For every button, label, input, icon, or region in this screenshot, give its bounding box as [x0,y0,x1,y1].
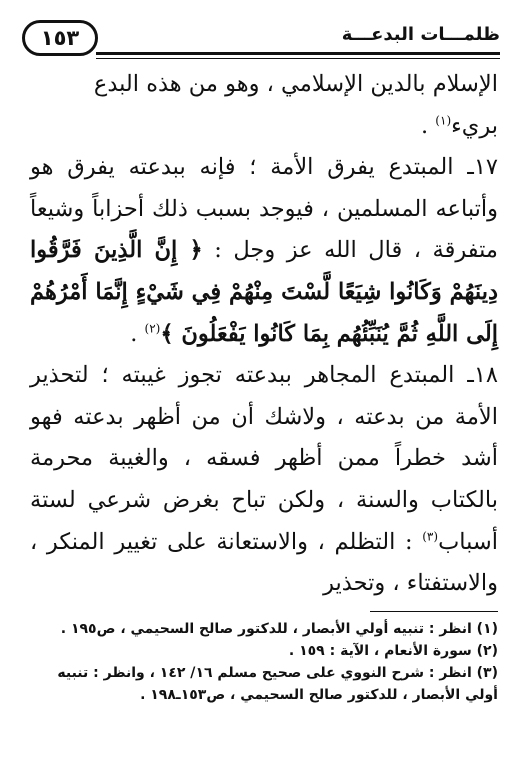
paragraph-2-end: . [130,320,145,347]
paragraph-1-line-1: الإسلام بالدين الإسلامي ، وهو من هذه البدع [93,71,498,97]
paragraph-1-end: . [420,112,436,139]
footnote-separator [370,611,498,612]
footnote-3: (٣) انظر : شرح النووي على صحيح مسلم ١٦/ ١٤٢ ، وانظر : تنبيه أولي الأبصار ، للدكتور صالح السحيمي ، ص١٥٣ـ١٩٨ . [57,665,498,703]
header-rule-thick [96,52,500,55]
paragraph-3 [30,355,498,605]
running-title: ظلمـــات البدعـــة [341,24,500,45]
paragraph-3-rest: : التظلم ، والاستعانة على تغيير المنكر ، والاستفتاء ، وتحذير [30,528,498,597]
page-header [22,20,500,60]
footnote-1: (١) انظر : تنبيه أولي الأبصار ، للدكتور صالح السحيمي ، ص١٩٥ . [60,621,498,637]
header-rule-thin [96,58,500,59]
footnote-ref-2: (٢) [144,321,161,336]
paragraph-1-line-2: بريء [451,112,498,139]
paragraph-2-text: ١٧ـ المبتدع يفرق الأمة ؛ فإنه ببدعته يفرق هو وأتباعه المسلمين ، فيوجد بسبب ذلك أحزاباً وشيعاً متفرقة ، قال الله عز وجل : [30,154,498,264]
paragraph-2 [30,147,498,355]
paragraph-3-text: ١٨ـ المبتدع المجاهر ببدعته تجوز غيبته ؛ لتحذير الأمة من بدعته ، ولاشك أن من أظهر بدعته فهو أشد خطراً ممن أظهر فسقه ، والغيبة محرمة بالكتاب والسنة ، ولكن تباح بغرض شرعي لستة أسباب [30,362,498,555]
footnotes [30,618,498,706]
footnote-ref-1: (١) [435,113,452,128]
footnote-ref-3: (٣) [422,529,439,544]
page-number: ١٥٣ [40,26,80,50]
page-number-frame [22,20,98,56]
footnote-2: (٢) سورة الأنعام ، الآية : ١٥٩ . [288,643,498,659]
body-text [30,64,498,605]
quran-verse: ﴿ إِنَّ الَّذِينَ فَرَّقُوا دِينَهُمْ وَكَانُوا شِيَعًا لَّسْتَ مِنْهُمْ فِي شَيْءٍ إِنَّمَا أَمْرُهُمْ إِلَى اللَّهِ ثُمَّ يُنَبِّئُهُم بِمَا كَانُوا يَفْعَلُونَ ﴾ [30,237,498,347]
paragraph-1 [30,64,498,147]
